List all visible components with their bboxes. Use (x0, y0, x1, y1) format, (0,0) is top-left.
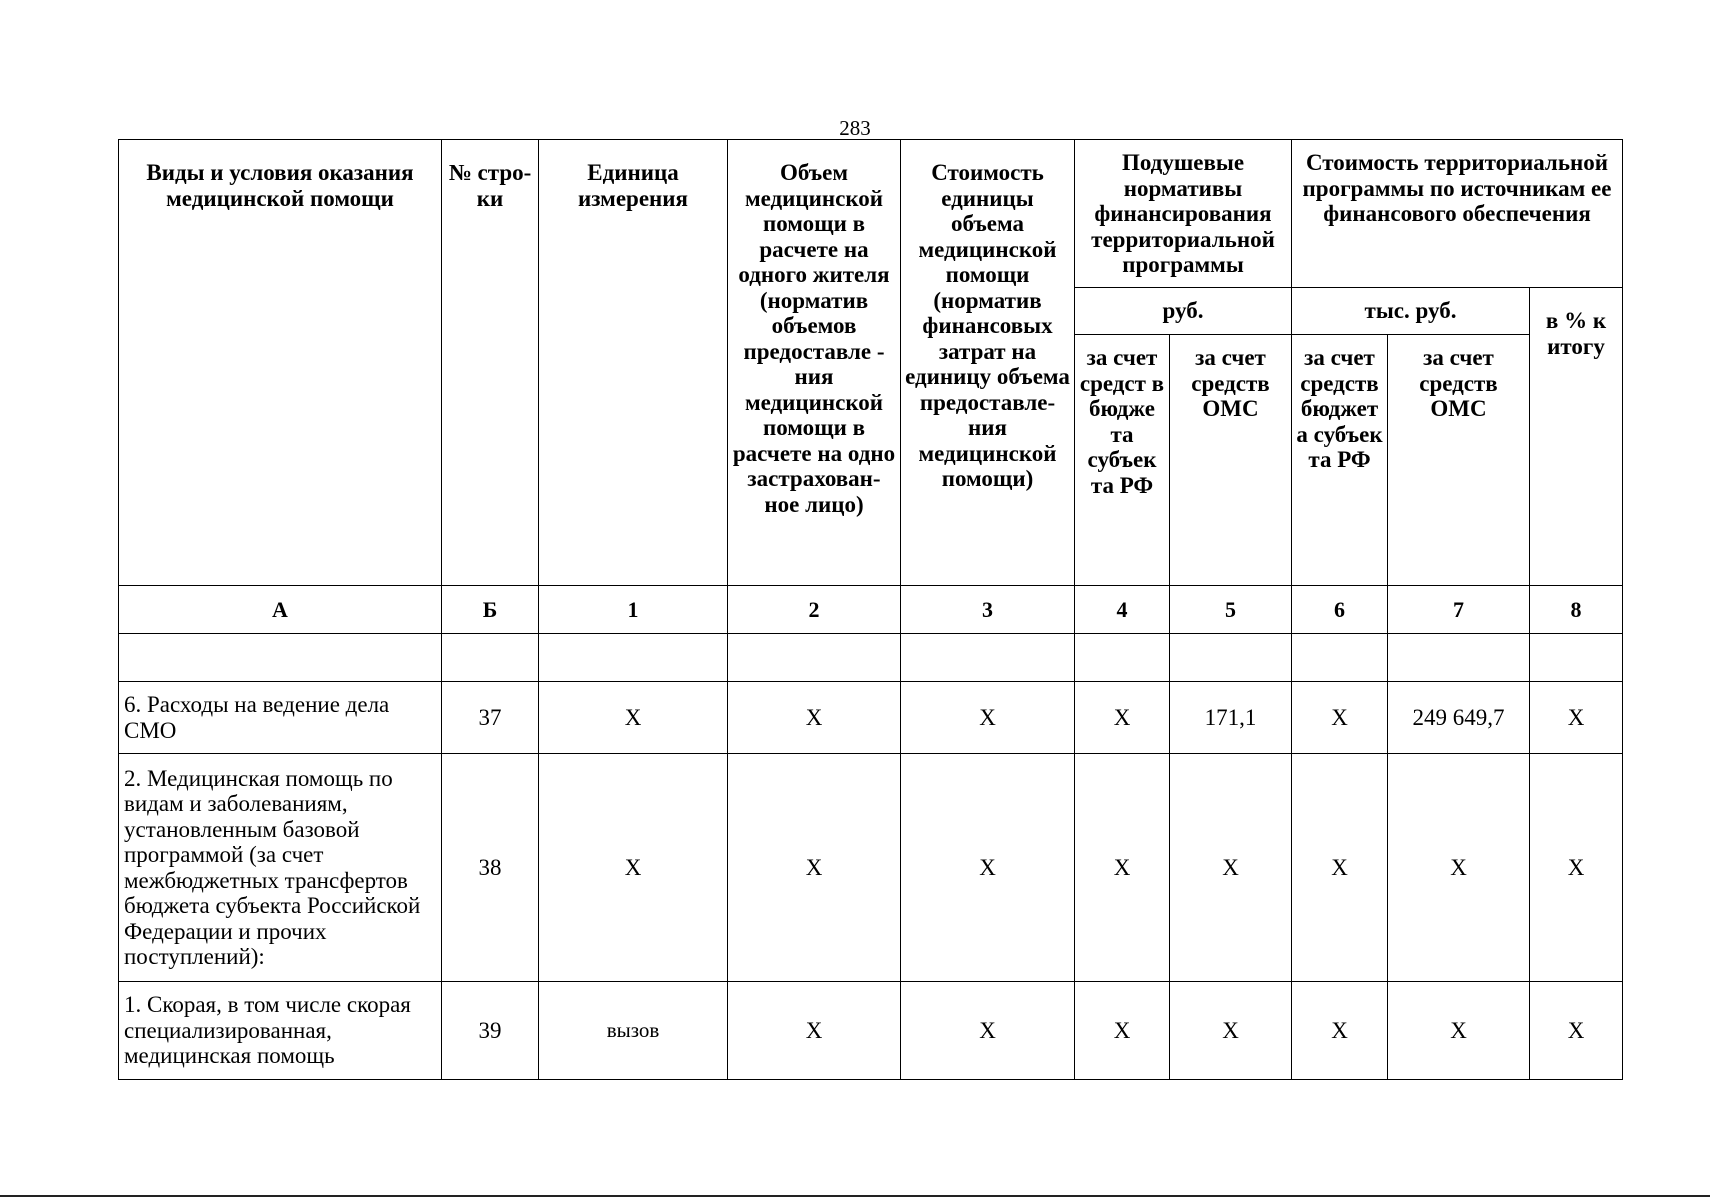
row-cell (728, 634, 901, 682)
row-cell: Х (539, 754, 728, 982)
column-number: 2 (728, 586, 901, 634)
header-unit-rub: руб. (1075, 288, 1292, 335)
table-row (119, 754, 1623, 982)
header-oms-per-capita: за счет средств ОМС (1170, 335, 1292, 586)
page-number: 283 (839, 116, 871, 140)
row-cell: Х (1292, 682, 1388, 754)
row-cell: Х (1388, 982, 1530, 1080)
budget-table (118, 139, 1623, 1080)
row-cell: Х (901, 754, 1075, 982)
row-cell: Х (1075, 682, 1170, 754)
column-number: 1 (539, 586, 728, 634)
header-unit-thousand-rub: тыс. руб. (1292, 288, 1530, 335)
row-cell (901, 634, 1075, 682)
table-row (119, 982, 1623, 1080)
row-cell (539, 634, 728, 682)
header-regional-budget-cost: за счет средств бюджет а субъек та РФ (1292, 335, 1388, 586)
row-cell: Х (901, 682, 1075, 754)
row-name: 1. Скорая, в том числе скорая специализированная, медицинская помощь (119, 982, 442, 1080)
row-cell: 171,1 (1170, 682, 1292, 754)
row-cell: Х (1075, 754, 1170, 982)
row-cell: Х (1530, 982, 1623, 1080)
column-number: 5 (1170, 586, 1292, 634)
row-cell: Х (1292, 982, 1388, 1080)
row-cell: Х (1170, 982, 1292, 1080)
row-line-number: 37 (442, 682, 539, 754)
column-number: 6 (1292, 586, 1388, 634)
row-cell: Х (1530, 754, 1623, 982)
header-unit: Единица измерения (539, 140, 728, 586)
row-cell: Х (728, 682, 901, 754)
row-cell (1292, 634, 1388, 682)
column-number: Б (442, 586, 539, 634)
row-line-number: 39 (442, 982, 539, 1080)
row-cell (1388, 634, 1530, 682)
row-name: 6. Расходы на ведение дела СМО (119, 682, 442, 754)
row-cell: Х (1292, 754, 1388, 982)
header-regional-budget-per-capita: за счет средст в бюдже та субъек та РФ (1075, 335, 1170, 586)
row-line-number: 38 (442, 754, 539, 982)
row-cell: вызов (539, 982, 728, 1080)
column-number: 4 (1075, 586, 1170, 634)
column-number: 3 (901, 586, 1075, 634)
header-percent-of-total: в % к итогу (1530, 288, 1623, 586)
row-cell: Х (728, 754, 901, 982)
column-number: 7 (1388, 586, 1530, 634)
header-program-cost-group: Стоимость территориальной программы по источникам ее финансового обеспечения (1292, 140, 1623, 288)
header-volume: Объем медицинской помощи в расчете на одного жителя (норматив объемов предоставле - ния медицинской помощи в расчете на одно застрахован-ное лицо) (728, 140, 901, 586)
row-cell: 249 649,7 (1388, 682, 1530, 754)
row-cell: Х (539, 682, 728, 754)
column-numbers-row (119, 586, 1623, 634)
scan-edge-line (0, 1195, 1710, 1197)
header-kind-of-care: Виды и условия оказания медицинской помощи (119, 140, 442, 586)
row-name (119, 634, 442, 682)
row-cell (1170, 634, 1292, 682)
header-per-capita-group: Подушевые нормативы финансирования территориальной программы (1075, 140, 1292, 288)
row-cell: Х (1075, 982, 1170, 1080)
column-number: 8 (1530, 586, 1623, 634)
row-line-number (442, 634, 539, 682)
row-cell: Х (1530, 682, 1623, 754)
row-cell: Х (728, 982, 901, 1080)
row-name: 2. Медицинская помощь по видам и заболеваниям, установленным базовой программой (за счет межбюджетных трансфертов бюджета субъекта Российской Федерации и прочих поступлений): (119, 754, 442, 982)
row-cell: Х (1388, 754, 1530, 982)
column-number: А (119, 586, 442, 634)
row-cell: Х (1170, 754, 1292, 982)
table-row (119, 682, 1623, 754)
table-row (119, 634, 1623, 682)
row-cell (1075, 634, 1170, 682)
header-unit-cost: Стоимость единицы объема медицинской помощи (норматив финансовых затрат на единицу объема предоставле-ния медицинской помощи) (901, 140, 1075, 586)
row-cell (1530, 634, 1623, 682)
header-line-number: № стро-ки (442, 140, 539, 586)
header-oms-cost: за счет средств ОМС (1388, 335, 1530, 586)
row-cell: Х (901, 982, 1075, 1080)
